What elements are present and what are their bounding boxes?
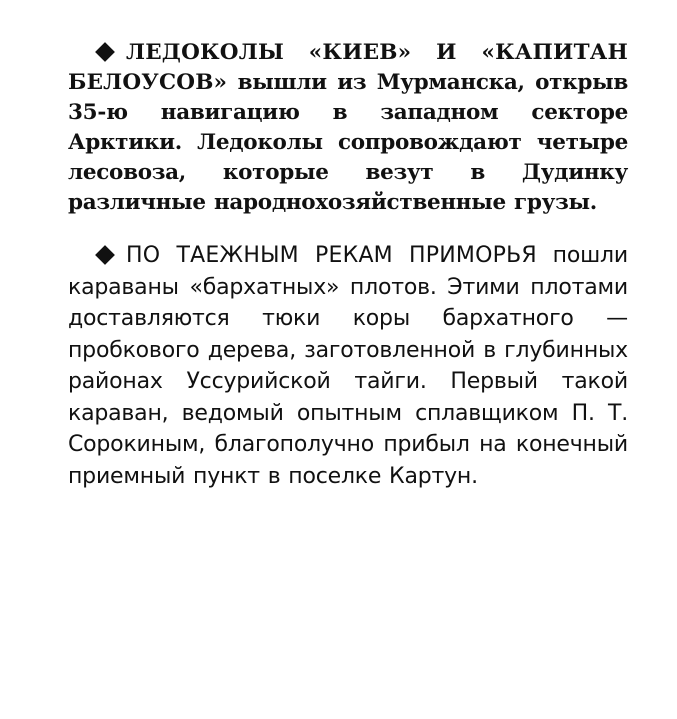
news-item-body: пошли караваны «бархатных» плотов. Этими плотами доставляются тюки коры бархатного —пробкового дерева, заготовленной в глубинных районах Уссурийской тайги. Первый такой караван, ведомый опытным сплавщиком П. Т. Сорокиным, благополучно прибыл на конечный приемный пункт в поселке Картун.: [68, 243, 628, 489]
news-item-rafts: [68, 240, 628, 492]
diamond-bullet-icon: [95, 245, 115, 265]
news-item-paragraph: [68, 240, 628, 492]
diamond-bullet-icon: [95, 42, 115, 62]
news-item-lead: ПО ТАЕЖНЫМ РЕКАМ ПРИМОРЬЯ: [126, 243, 537, 268]
newspaper-clipping: [68, 38, 628, 492]
news-item-body: вышли из Мурманска, открыв 35-ю навигацию в западном секторе Арктики. Ледоколы сопровождают четыре лесовоза, которые везут в Дудинку различные народнохозяйственные грузы.: [68, 70, 628, 215]
news-item-paragraph: [68, 38, 628, 218]
news-item-icebreakers: [68, 38, 628, 218]
news-item-lead: ЛЕДОКОЛЫ «КИЕВ» И «КАПИТАН БЕЛОУСОВ»: [68, 40, 628, 95]
